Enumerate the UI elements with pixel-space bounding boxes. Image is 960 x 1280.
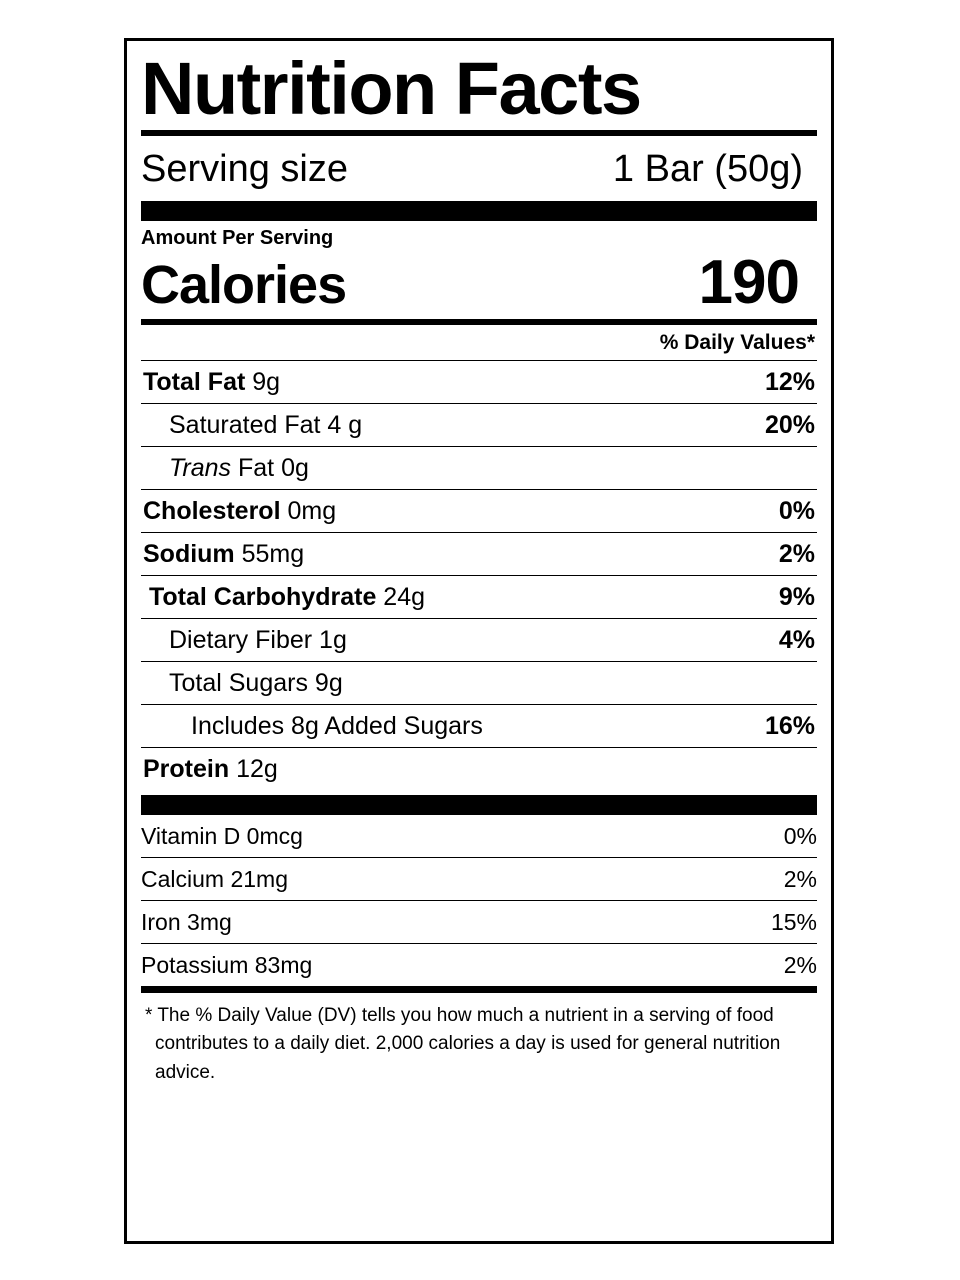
calories-value: 190 [698,247,799,317]
nutrient-name-bold: Total Fat [143,367,246,396]
table-row [141,858,817,901]
nutrient-name [141,454,309,483]
table-row [141,662,817,705]
nutrient-dv: 2% [778,539,815,568]
serving-size-value: 1 Bar (50g) [612,147,803,190]
divider-serving [141,201,817,221]
table-row [141,815,817,858]
vitamin-name: Vitamin D 0mcg [141,822,303,849]
vitamin-dv: 15% [770,908,817,935]
table-row [141,447,817,490]
nutrition-facts-label [124,38,834,1244]
nutrient-name-bold: Protein [143,754,230,783]
nutrient-name-rest: 24g [376,582,426,611]
nutrient-name: Includes 8g Added Sugars [191,711,483,740]
nutrient-name-bold: Cholesterol [143,496,281,525]
nutrient-dv: 16% [764,711,815,740]
table-row [141,576,817,619]
vitamin-dv: 0% [783,822,817,849]
nutrient-dv: 20% [764,410,815,439]
page-title: Nutrition Facts [141,47,641,130]
nutrient-name [141,583,425,612]
nutrient-name-bold: Total Carbohydrate [149,582,377,611]
nutrient-dv: 9% [778,582,815,611]
divider-protein [141,795,817,815]
table-row [141,490,817,533]
nutrient-name: Total Sugars 9g [169,668,343,697]
table-row [141,619,817,662]
table-row [141,705,817,748]
vitamin-dv: 2% [783,951,817,978]
table-row [141,901,817,944]
nutrient-name [141,368,280,397]
table-row [141,361,817,404]
daily-values-header: % Daily Values* [659,330,815,354]
nutrient-name-bold: Sodium [143,539,235,568]
vitamin-name: Calcium 21mg [141,865,288,892]
nutrient-dv: 0% [778,496,815,525]
nutrient-name [141,540,304,569]
nutrient-dv: 12% [764,367,815,396]
table-row [141,533,817,576]
calories-row [141,247,817,319]
nutrient-name-rest: 55mg [234,539,305,568]
table-row [141,748,817,790]
footnote: * The % Daily Value (DV) tells you how much a nutrient in a serving of food contributes to a daily diet. 2,000 calories a day is used for general nutrition advice. [145,1004,781,1083]
calories-label: Calories [141,254,347,315]
nutrient-name [141,755,278,784]
nutrient-name-rest: 0mg [280,496,337,525]
nutrient-dv: 4% [778,625,815,654]
amount-per-serving-label: Amount Per Serving [141,226,334,249]
serving-size-label: Serving size [141,147,348,190]
vitamin-dv: 2% [783,865,817,892]
nutrient-name-rest: 12g [229,754,278,783]
vitamin-name: Potassium 83mg [141,951,313,978]
table-row [141,944,817,987]
vitamin-name: Iron 3mg [141,908,232,935]
serving-size-row [141,136,817,201]
nutrient-name-rest: 9g [245,367,281,396]
nutrient-name: Dietary Fiber 1g [169,625,347,654]
nutrient-name-italic: Trans [169,453,232,482]
table-row [141,404,817,447]
nutrient-name [141,497,336,526]
nutrient-name: Saturated Fat 4 g [169,410,363,439]
nutrient-name-rest: Fat 0g [231,453,309,482]
